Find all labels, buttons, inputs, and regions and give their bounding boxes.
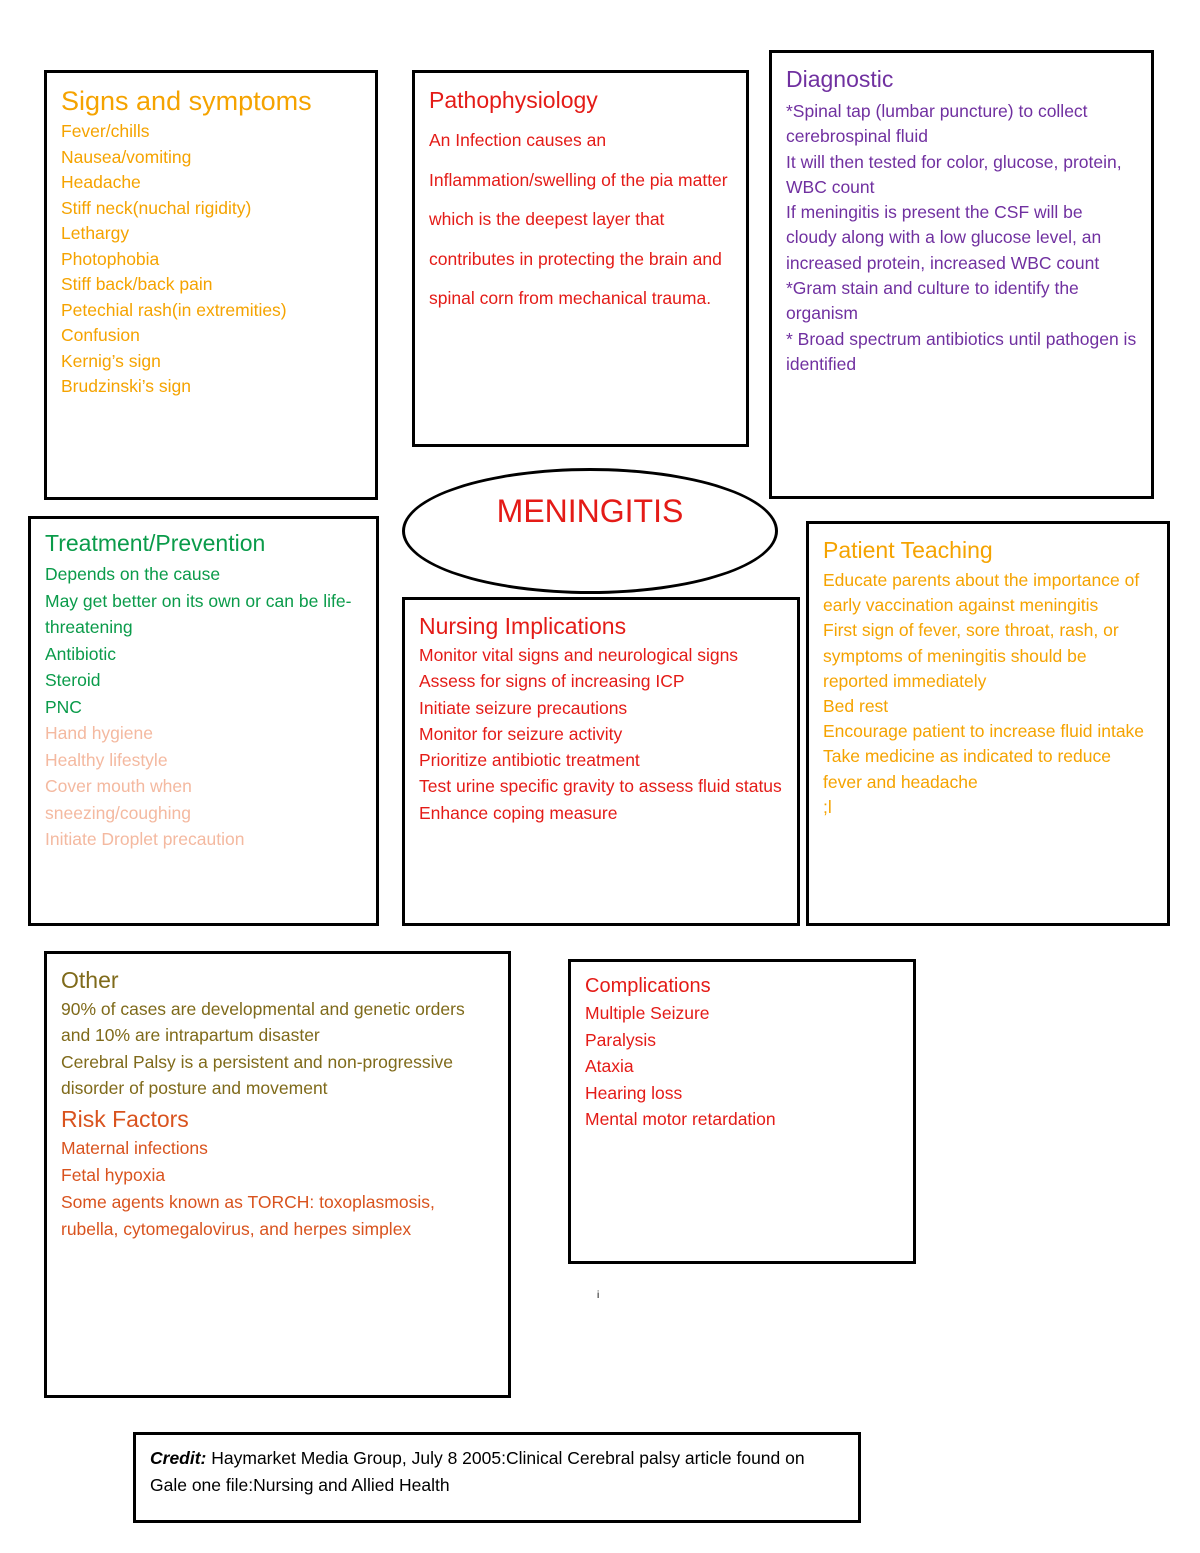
list-item: Ataxia	[585, 1056, 634, 1076]
stray-mark: i	[597, 1290, 600, 1301]
list-item: Hand hygiene	[45, 723, 153, 743]
list-item: Prioritize antibiotic treatment	[419, 750, 640, 771]
list-item: Fever/chills	[61, 121, 150, 141]
pathophysiology-text: An Infection causes an Inflammation/swelling of the pia matter which is the deepest layer that contributes in protecting the brain and spinal corn from mechanical trauma.	[429, 130, 728, 308]
list-item: Monitor for seizure activity	[419, 723, 623, 744]
list-item: Confusion	[61, 325, 140, 345]
list-item: Healthy lifestyle	[45, 749, 168, 770]
diagnostic-box	[769, 50, 1154, 499]
list-item: Hearing loss	[585, 1082, 683, 1103]
teaching-list	[823, 568, 1153, 820]
list-item: Brudzinski’s sign	[61, 376, 192, 396]
center-title: MENINGITIS	[496, 493, 684, 529]
risk-factors-heading: Risk Factors	[61, 1106, 189, 1133]
list-item: Cover mouth when sneezing/coughing	[45, 776, 192, 823]
pathophysiology-box	[412, 70, 749, 447]
list-item: 90% of cases are developmental and genetic orders and 10% are intrapartum disaster	[61, 999, 465, 1046]
complications-list	[585, 1000, 899, 1133]
list-item: Encourage patient to increase fluid intake	[823, 721, 1145, 742]
list-item: ;l	[823, 796, 832, 817]
list-item: Take medicine as indicated to reduce fever and headache	[823, 746, 1111, 792]
credit-text	[150, 1445, 844, 1499]
list-item: Depends on the cause	[45, 564, 221, 584]
credit-label: Credit:	[150, 1448, 207, 1468]
list-item: Bed rest	[823, 696, 889, 717]
treatment-box	[28, 516, 379, 926]
list-item: Initiate Droplet precaution	[45, 829, 245, 849]
signs-heading: Signs and symptoms	[61, 86, 312, 116]
list-item: May get better on its own or can be life-threatening	[45, 590, 352, 637]
signs-symptoms-box	[44, 70, 378, 500]
list-item: Test urine specific gravity to assess fluid status	[419, 776, 782, 797]
other-heading: Other	[61, 967, 119, 993]
list-item: * Broad spectrum antibiotics until pathogen is identified	[786, 328, 1137, 374]
nursing-heading: Nursing Implications	[419, 613, 627, 639]
list-item: *Gram stain and culture to identify the organism	[786, 278, 1079, 324]
list-item: Enhance coping measure	[419, 802, 618, 823]
list-item: Antibiotic	[45, 643, 117, 664]
list-item: Assess for signs of increasing ICP	[419, 671, 685, 692]
list-item: If meningitis is present the CSF will be cloudy along with a low glucose level, an increased protein, increased WBC count	[786, 202, 1102, 273]
list-item: Nausea/vomiting	[61, 146, 192, 167]
list-item: Headache	[61, 172, 141, 192]
list-item: Mental motor retardation	[585, 1109, 776, 1129]
list-item: Stiff neck(nuchal rigidity)	[61, 197, 252, 218]
diagnostic-list	[786, 99, 1137, 377]
list-item: Lethargy	[61, 223, 130, 243]
other-box	[44, 951, 511, 1398]
list-item: It will then tested for color, glucose, protein, WBC count	[786, 151, 1122, 197]
teaching-heading: Patient Teaching	[823, 537, 993, 563]
list-item: PNC	[45, 696, 82, 717]
complications-heading: Complications	[585, 975, 711, 997]
nursing-implications-box	[402, 597, 800, 926]
list-item: Paralysis	[585, 1029, 656, 1050]
nursing-list	[419, 642, 783, 826]
list-item: Initiate seizure precautions	[419, 697, 628, 718]
list-item: Steroid	[45, 670, 101, 690]
list-item: Multiple Seizure	[585, 1003, 710, 1023]
signs-list	[61, 119, 361, 400]
list-item: Fetal hypoxia	[61, 1164, 166, 1185]
list-item: Cerebral Palsy is a persistent and non-progressive disorder of posture and movement	[61, 1051, 453, 1098]
list-item: Petechial rash(in extremities)	[61, 299, 287, 320]
list-item: *Spinal tap (lumbar puncture) to collect cerebrospinal fluid	[786, 101, 1088, 147]
list-item: First sign of fever, sore throat, rash, or symptoms of meningitis should be reported immediately	[823, 620, 1119, 691]
list-item: Stiff back/back pain	[61, 274, 213, 294]
treatment-list	[45, 561, 362, 853]
list-item: Maternal infections	[61, 1138, 208, 1159]
complications-box	[568, 959, 916, 1264]
other-list	[61, 996, 494, 1101]
diagnostic-heading: Diagnostic	[786, 66, 894, 92]
list-item: Some agents known as TORCH: toxoplasmosis, rubella, cytomegalovirus, and herpes simplex	[61, 1191, 435, 1239]
list-item: Kernig’s sign	[61, 350, 161, 371]
pathophysiology-heading: Pathophysiology	[429, 87, 598, 113]
credit-body: Haymarket Media Group, July 8 2005:Clinical Cerebral palsy article found on Gale one file:Nursing and Allied Health	[150, 1448, 805, 1495]
list-item: Monitor vital signs and neurological signs	[419, 645, 739, 665]
center-oval	[402, 468, 778, 594]
list-item: Educate parents about the importance of early vaccination against meningitis	[823, 570, 1140, 616]
risk-factors-list	[61, 1135, 494, 1242]
treatment-heading: Treatment/Prevention	[45, 530, 266, 556]
credit-box	[133, 1432, 861, 1523]
list-item: Photophobia	[61, 248, 160, 269]
patient-teaching-box	[806, 521, 1170, 926]
